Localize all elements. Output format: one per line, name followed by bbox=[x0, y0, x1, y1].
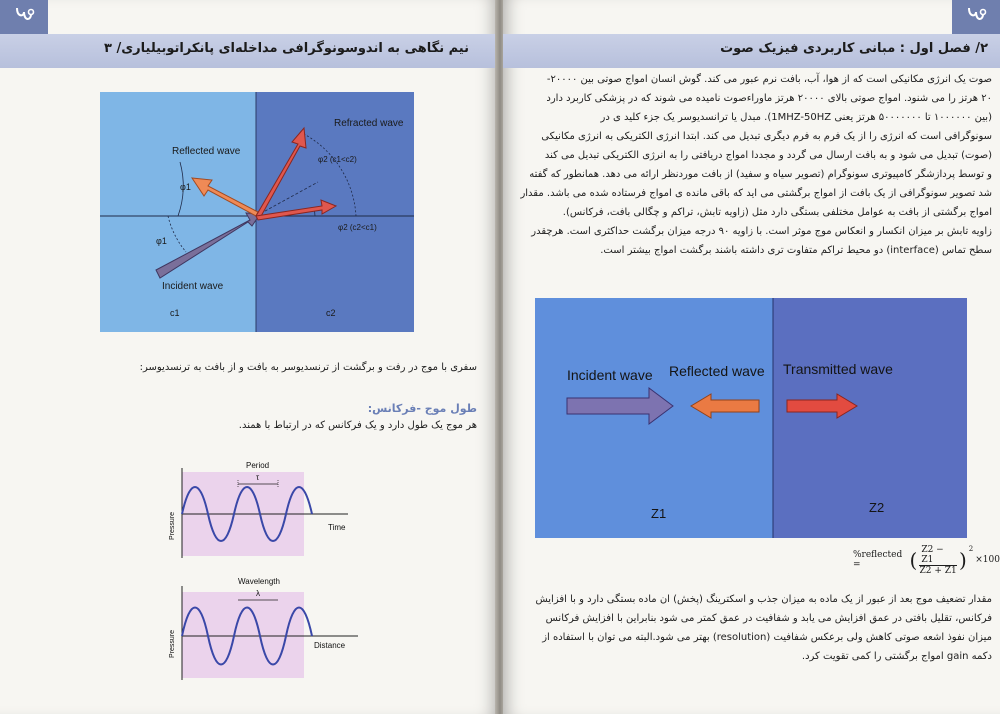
paragraph-line: امواج برگشتی از بافت به عوامل مختلفی بستگی دارد مثل (زاویه تابش، تراکم و چگالی بافت، فرکانس). bbox=[562, 207, 992, 218]
paragraph-line: سونوگرافی است که انرژی را از یک فرم به فرم دیگری تبدیل می کند. ابتدا انرژی الکتریکی به انرژی مکانیکی bbox=[541, 131, 992, 142]
reflection-formula: %reflected = ( $\frac{Z2 - Z1}{Z2 + Z1}$ ) $^2$ ×100 bbox=[853, 544, 1000, 576]
paragraph-line: فرکانس، تقلیل بافتی در عمق افزایش می یابد و شفافیت در عمق کمتر می شود بنابراین با افزایش فرکانس bbox=[545, 613, 992, 624]
formula-multiplier: ×100 bbox=[975, 555, 1000, 565]
caption-wavelength: هر موج یک طول دارد و یک فرکانس که در ارتباط با همند. bbox=[238, 420, 477, 431]
left-page-header: نیم نگاهی به اندوسونوگرافی مداخله‌ای پانکراتوبیلیاری/ ۳ bbox=[104, 41, 469, 56]
period-symbol: τ bbox=[256, 473, 260, 482]
c1-label: c1 bbox=[170, 308, 180, 318]
paragraph-line: (بین ۱۰۰۰۰۰۰ تا ۵۰۰۰۰۰۰۰ هرتز یعنی 1MHZ-50HZ). مبدل یا ترانسدیوسر یک جزء کلید ی در bbox=[600, 112, 992, 123]
wavelength-symbol: λ bbox=[256, 589, 260, 598]
paragraph-line: مقدار تضعیف موج بعد از عبور از یک ماده به میزان جذب و اسکترینگ (پخش) ان ماده بستگی دارد و با افزایش bbox=[535, 594, 992, 605]
stethoscope-icon bbox=[964, 5, 988, 29]
paragraph-line: میزان نفوذ اشعه صوتی کاهش ولی برعکس شفافیت (resolution) بهتر می شود.البته می توان با استفاده از bbox=[542, 632, 992, 643]
period-xlabel: Time bbox=[328, 523, 346, 532]
phi2-label-lower: φ2 (c2<c1) bbox=[338, 223, 377, 232]
wavelength-graph bbox=[168, 572, 368, 682]
stethoscope-icon bbox=[12, 5, 36, 29]
reflected-label: Reflected wave bbox=[172, 146, 241, 157]
z2-label: Z2 bbox=[869, 500, 885, 515]
incident-label: Incident wave bbox=[567, 367, 653, 383]
formula-lhs: %reflected = bbox=[853, 550, 903, 570]
wavelength-xlabel: Distance bbox=[314, 641, 346, 650]
paragraph-line: (صوت) تبدیل می شود و به بافت ارسال می گردد و مجددا امواج دریافتی را به انرژی الکتریکی تبدیل می کند bbox=[544, 150, 992, 161]
right-page bbox=[503, 0, 1000, 714]
medium-c1 bbox=[100, 92, 256, 332]
c2-label: c2 bbox=[326, 308, 336, 318]
formula-denominator: Z2 + Z1 bbox=[919, 565, 957, 576]
period-ylabel: Pressure bbox=[169, 511, 176, 540]
z1-label: Z1 bbox=[651, 506, 667, 521]
refraction-figure bbox=[100, 92, 414, 332]
wavelength-frequency-heading: طول موج -فرکانس: bbox=[367, 402, 477, 415]
paragraph-line: و توسط پردازشگر کامپیوتری سونوگرام (تصویر سیاه و سفید) از بافت موردنظر ارائه می دهد. همانطور که گفته bbox=[529, 169, 992, 180]
wavelength-title: Wavelength bbox=[238, 577, 280, 586]
wavelength-ylabel: Pressure bbox=[169, 629, 176, 658]
refracted-label: Refracted wave bbox=[334, 118, 404, 129]
right-page-header: ۲/ فصل اول : مبانی کاربردی فیزیک صوت bbox=[720, 41, 988, 56]
attenuation-paragraph bbox=[516, 590, 992, 666]
formula-numerator: Z2 − Z1 bbox=[919, 545, 957, 566]
reflected-label: Reflected wave bbox=[669, 363, 765, 379]
paragraph-line: شد تصویر سونوگرافی از یک بافت از امواج برگشتی می اید که باقی مانده ی امواج فرستاده شده می باشد. مقدار bbox=[520, 188, 992, 199]
paragraph-line: صوت یک انرژی مکانیکی است که از هوا، آب، بافت نرم عبور می کند. گوش انسان امواج صوتی بین ۲۰۰۰۰- bbox=[546, 74, 992, 85]
phi1-label-lower: φ1 bbox=[156, 236, 167, 246]
paragraph-line: دکمه gain امواج برگشتی را کمی تقویت کرد. bbox=[801, 651, 992, 662]
phi1-label-upper: φ1 bbox=[180, 182, 191, 192]
caption-travel: سفری با موج در رفت و برگشت از ترنسدیوسر به بافت و از بافت به ترنسدیوسر: bbox=[139, 362, 477, 373]
left-page bbox=[0, 0, 497, 714]
impedance-figure bbox=[535, 298, 967, 538]
period-title: Period bbox=[246, 461, 270, 470]
phi2-label-upper: φ2 (c1<c2) bbox=[318, 155, 357, 164]
transmitted-label: Transmitted wave bbox=[783, 361, 893, 377]
formula-fraction bbox=[919, 545, 957, 576]
paragraph-line: زاویه تابش بر میزان انکسار و انعکاس موج موثر است. با زاویه ۹۰ درجه میزان برگشت حداکثری است. هرچقدر bbox=[531, 226, 992, 237]
formula-exponent: 2 bbox=[968, 545, 974, 553]
incident-label: Incident wave bbox=[162, 281, 224, 292]
intro-paragraph bbox=[516, 70, 992, 260]
paragraph-line: ۲۰ هرتز را می شنود. امواج صوتی بالای ۲۰۰۰۰ هرتز ماوراءصوت نامیده می شوند که در پزشکی کاربرد دارد bbox=[546, 93, 992, 104]
left-corner-tab bbox=[0, 0, 48, 34]
period-graph bbox=[168, 458, 368, 568]
right-corner-tab bbox=[952, 0, 1000, 34]
paragraph-line: سطح تماس (interface) دو محیط تراکم متفاوت تری داشته باشند برگشت امواج بیشتر است. bbox=[600, 245, 992, 256]
